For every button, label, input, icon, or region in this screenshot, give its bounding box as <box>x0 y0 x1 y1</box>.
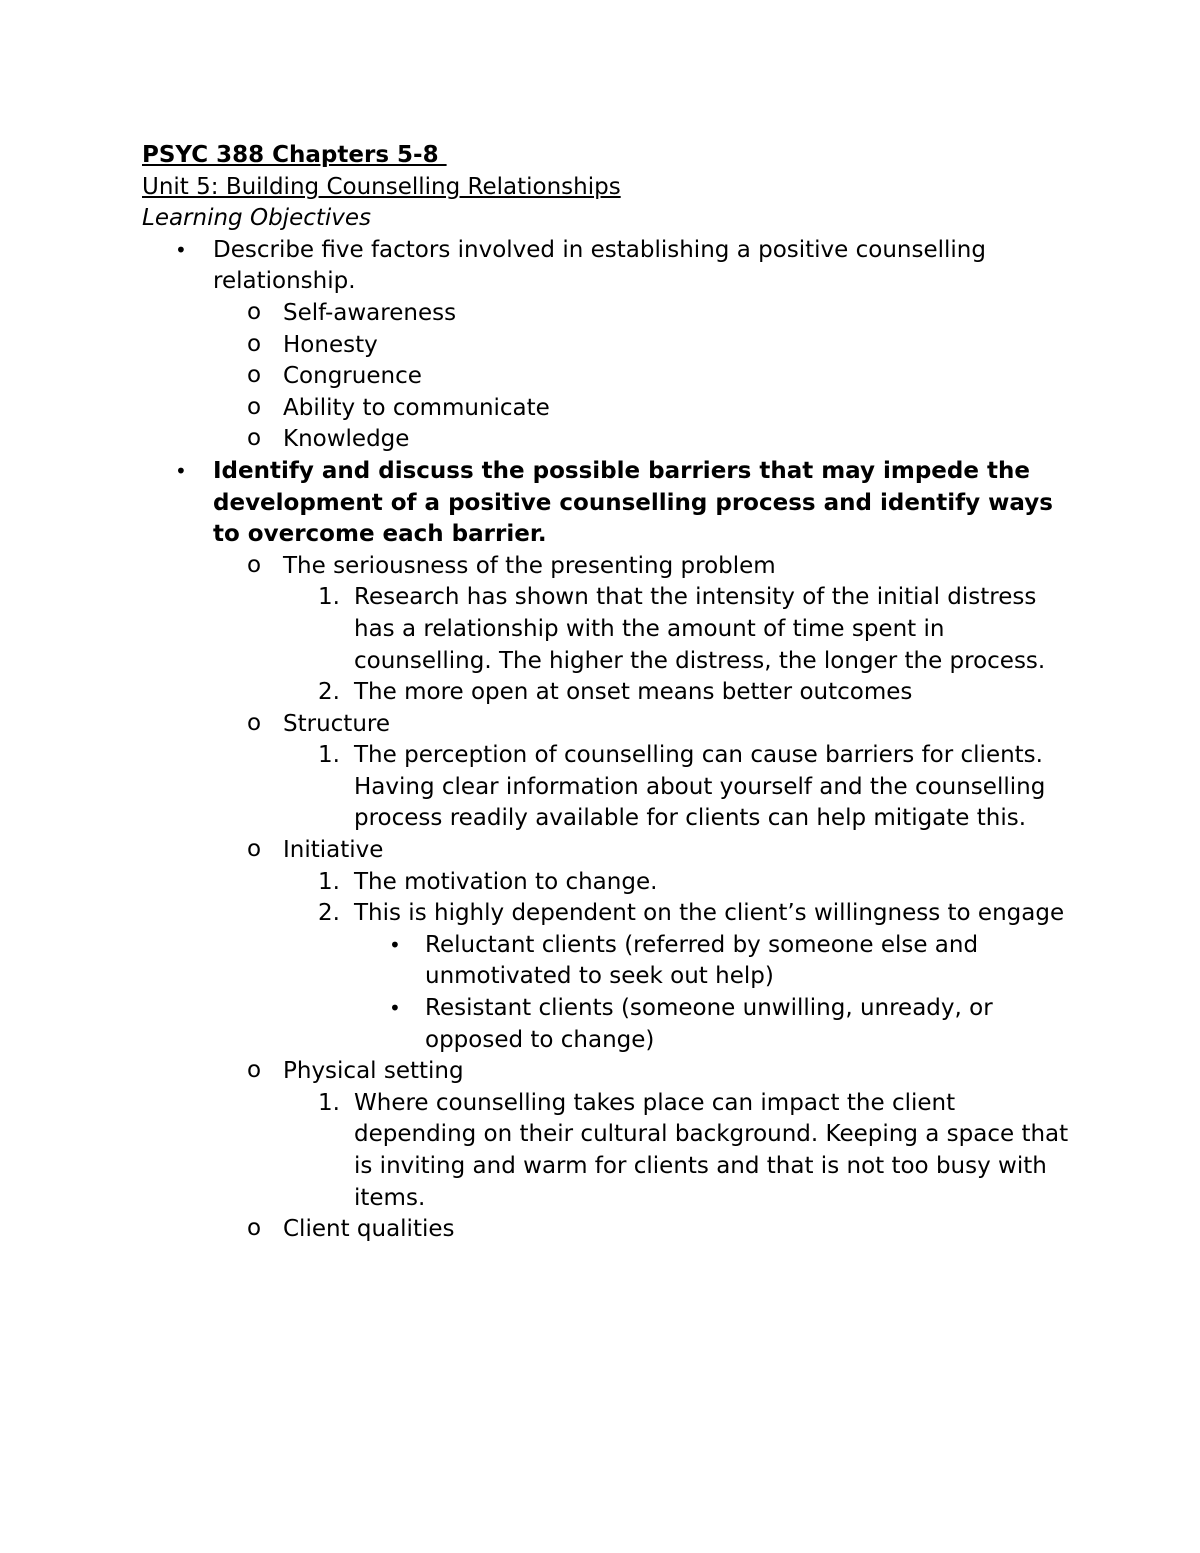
barrier-name: Physical setting <box>283 1058 464 1085</box>
factor-text: Knowledge <box>283 426 410 453</box>
circle-bullet-icon: o <box>247 1057 262 1084</box>
list-item <box>142 835 1082 1056</box>
list-item <box>142 1056 1082 1214</box>
unit-heading: Unit 5: Building Counselling Relationships <box>142 173 621 200</box>
point-text: Where counselling takes place can impact the client depending on their cultural background. Keeping a space that is inviting and warm for clients and that is not too busy with items. <box>354 1089 1069 1211</box>
document-title: PSYC 388 Chapters 5-8 <box>142 142 447 168</box>
bullet-icon: • <box>389 932 401 957</box>
bullet-icon: • <box>389 996 401 1021</box>
circle-bullet-icon: o <box>247 362 262 389</box>
factor-text: Self-awareness <box>283 299 457 326</box>
list-item <box>142 424 1082 456</box>
barriers-list <box>142 551 1082 1246</box>
list-item <box>142 677 1082 709</box>
list-item <box>142 898 1082 1056</box>
document-page <box>142 140 1082 1246</box>
barrier-name: Client qualities <box>283 1216 455 1243</box>
circle-bullet-icon: o <box>247 298 262 325</box>
objective-text: Describe five factors involved in establishing a positive counselling relationship. <box>213 236 986 295</box>
circle-bullet-icon: o <box>247 551 262 578</box>
list-item <box>142 1214 1082 1246</box>
list-item <box>142 867 1082 899</box>
list-item <box>142 1088 1082 1214</box>
list-number: 1. <box>318 1089 340 1116</box>
numbered-list <box>142 740 1082 835</box>
list-item <box>142 993 1082 1056</box>
factor-text: Honesty <box>283 331 378 358</box>
list-item <box>142 361 1082 393</box>
list-item <box>142 709 1082 835</box>
list-item <box>142 235 1082 456</box>
list-item <box>142 393 1082 425</box>
learning-objectives-label: Learning Objectives <box>142 205 372 232</box>
point-text: The motivation to change. <box>354 868 658 895</box>
list-number: 2. <box>318 679 340 706</box>
numbered-list <box>142 1088 1082 1214</box>
objectives-list <box>142 235 1082 1246</box>
circle-bullet-icon: o <box>247 425 262 452</box>
point-text: Research has shown that the intensity of the initial distress has a relationship with the amount of time spent in counselling. The higher the distress, the longer the process. <box>354 584 1046 674</box>
point-text: The more open at onset means better outcomes <box>354 679 913 706</box>
bullet-icon: • <box>175 458 187 483</box>
numbered-list <box>142 867 1082 1057</box>
circle-bullet-icon: o <box>247 330 262 357</box>
list-item <box>142 582 1082 677</box>
client-type-text: Resistant clients (someone unwilling, unready, or opposed to change) <box>425 995 993 1053</box>
circle-bullet-icon: o <box>247 709 262 736</box>
objective-text: Identify and discuss the possible barriers that may impede the development of a positive counselling process and identify ways to overcome each barrier. <box>213 457 1053 548</box>
circle-bullet-icon: o <box>247 836 262 863</box>
barrier-name: Structure <box>283 710 390 737</box>
list-item <box>142 298 1082 330</box>
list-number: 2. <box>318 900 340 927</box>
client-type-text: Reluctant clients (referred by someone else and unmotivated to seek out help) <box>425 931 979 990</box>
point-text: This is highly dependent on the client’s willingness to engage <box>354 900 1065 927</box>
list-number: 1. <box>318 868 340 895</box>
client-types-list <box>142 930 1082 1056</box>
factor-text: Ability to communicate <box>283 394 550 421</box>
circle-bullet-icon: o <box>247 1215 262 1242</box>
factors-list <box>142 298 1082 456</box>
list-item <box>142 551 1082 709</box>
factor-text: Congruence <box>283 363 422 390</box>
barrier-name: Initiative <box>283 837 384 864</box>
barrier-name: The seriousness of the presenting problem <box>283 552 776 579</box>
circle-bullet-icon: o <box>247 393 262 420</box>
point-text: The perception of counselling can cause barriers for clients. Having clear information about yourself and the counselling process readily available for clients can help mitigate this. <box>354 742 1046 832</box>
list-item <box>142 740 1082 835</box>
list-item <box>142 930 1082 993</box>
list-number: 1. <box>318 742 340 769</box>
numbered-list <box>142 582 1082 708</box>
list-item <box>142 456 1082 1246</box>
list-item <box>142 330 1082 362</box>
list-number: 1. <box>318 584 340 611</box>
bullet-icon: • <box>175 237 187 262</box>
